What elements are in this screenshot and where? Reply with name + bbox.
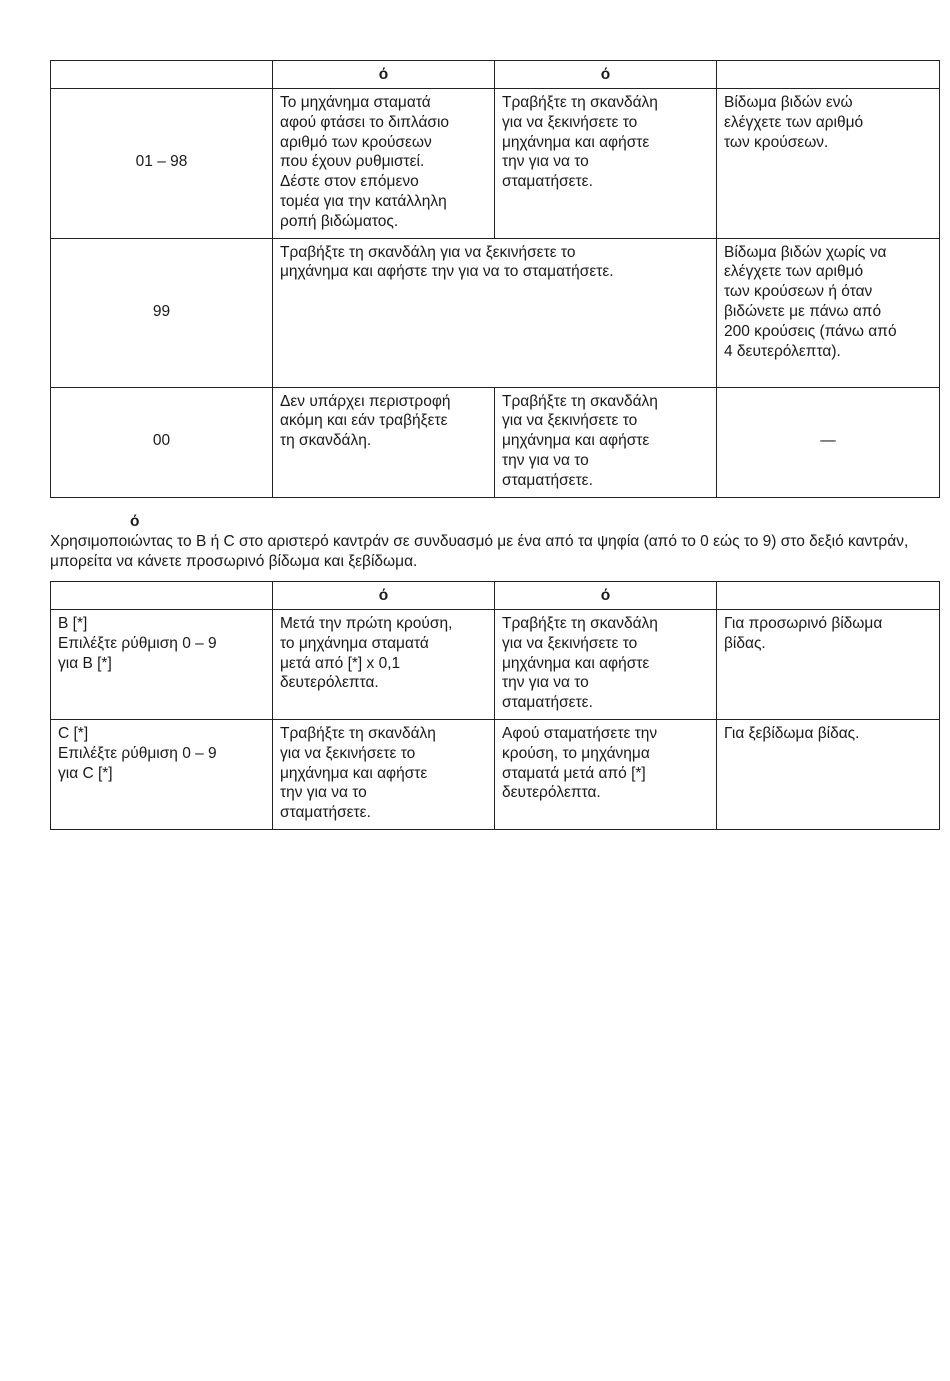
header-cell: ό — [273, 582, 495, 610]
header-cell — [51, 61, 273, 89]
table-cell: Για ξεβίδωμα βίδας. — [717, 720, 940, 830]
setting-cell: C [*] Επιλέξτε ρύθμιση 0 – 9 για C [*] — [51, 720, 273, 830]
setting-cell: 01 – 98 — [51, 89, 273, 239]
setting-cell: 00 — [51, 387, 273, 497]
table-cell: — — [717, 387, 940, 497]
table-cell: Το μηχάνημα σταματά αφού φτάσει το διπλάσιο αριθμό των κρούσεων που έχουν ρυθμιστεί. Δέστε στον επόμενο τομέα για την κατάλληλη ροπή βιδώματος. — [273, 89, 495, 239]
table-cell: Βίδωμα βιδών χωρίς να ελέγχετε των αριθμό των κρούσεων ή όταν βιδώνετε με πάνω από 200 κρούσεις (πάνω από 4 δευτερόλεπτα). — [717, 238, 940, 387]
table-cell: Μετά την πρώτη κρούση, το μηχάνημα σταματά μετά από [*] x 0,1 δευτερόλεπτα. — [273, 610, 495, 720]
section-paragraph: Χρησιμοποιώντας το B ή C στο αριστερό καντράν σε συνδυασμό με ένα από τα ψηφία (από το 0 εώς το 9) στο δεξιό καντράν, μπορείτα να κάνετε προσωρινό βίδωμα και ξεβίδωμα. — [50, 533, 909, 570]
table-header-row — [51, 61, 940, 89]
table-cell: Τραβήξτε τη σκανδάλη για να ξεκινήσετε το μηχάνημα και αφήστε την για να το σταματήσετε. — [273, 238, 717, 387]
header-cell — [717, 582, 940, 610]
settings-table — [50, 60, 940, 498]
setting-cell: 99 — [51, 238, 273, 387]
header-cell: ό — [273, 61, 495, 89]
table-row — [51, 610, 940, 720]
setting-cell: B [*] Επιλέξτε ρύθμιση 0 – 9 για B [*] — [51, 610, 273, 720]
table-cell: Αφού σταματήσετε την κρούση, το μηχάνημα σταματά μετά από [*] δευτερόλεπτα. — [495, 720, 717, 830]
table-header-row — [51, 582, 940, 610]
table-cell: Τραβήξτε τη σκανδάλη για να ξεκινήσετε το μηχάνημα και αφήστε την για να το σταματήσετε. — [495, 387, 717, 497]
table-row — [51, 238, 940, 387]
table-cell: Τραβήξτε τη σκανδάλη για να ξεκινήσετε το μηχάνημα και αφήστε την για να το σταματήσετε. — [273, 720, 495, 830]
table-cell: Τραβήξτε τη σκανδάλη για να ξεκινήσετε το μηχάνημα και αφήστε την για να το σταματήσετε. — [495, 89, 717, 239]
table-row — [51, 387, 940, 497]
table-row — [51, 720, 940, 830]
table-cell: Δεν υπάρχει περιστροφή ακόμη και εάν τραβήξετε τη σκανδάλη. — [273, 387, 495, 497]
header-cell — [51, 582, 273, 610]
header-cell — [717, 61, 940, 89]
temporary-screwing-table — [50, 581, 940, 830]
table-cell: Βίδωμα βιδών ενώ ελέγχετε των αριθμό των κρούσεων. — [717, 89, 940, 239]
header-cell: ό — [495, 61, 717, 89]
header-cell: ό — [495, 582, 717, 610]
table-cell: Για προσωρινό βίδωμα βίδας. — [717, 610, 940, 720]
section-heading: ό — [130, 513, 140, 530]
table-row — [51, 89, 940, 239]
table-cell: Τραβήξτε τη σκανδάλη για να ξεκινήσετε το μηχάνημα και αφήστε την για να το σταματήσετε. — [495, 610, 717, 720]
